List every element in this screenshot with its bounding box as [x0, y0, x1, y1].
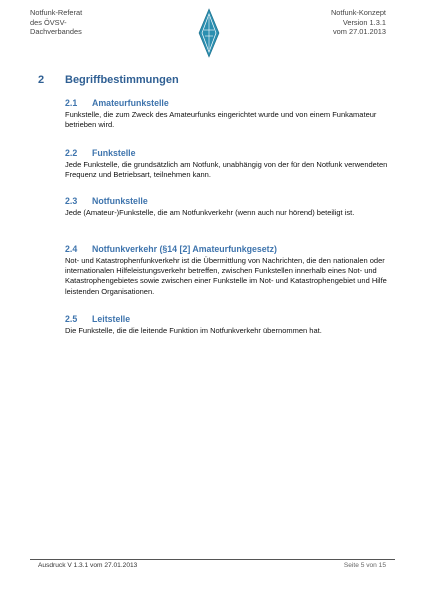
header-right-line: Notfunk-Konzept: [330, 8, 386, 17]
header-right-line: vom 27.01.2013: [332, 27, 386, 37]
header-left-line: des ÖVSV-: [30, 17, 67, 27]
header-right: [331, 8, 386, 37]
section-title: Amateurfunkstelle: [92, 98, 169, 108]
chapter-title: Begriffbestimmungen: [65, 74, 179, 86]
footer-divider: [30, 559, 395, 560]
section-text: Die Funkstelle, die die leitende Funktion im Notfunkverkehr übernommen hat.: [65, 326, 322, 335]
section-number: 2.2: [65, 148, 78, 158]
section-heading: [65, 148, 395, 159]
header-right-line: Version 1.3.1: [342, 17, 386, 27]
section-title: Notfunkstelle: [92, 196, 148, 206]
section-text: Jede (Amateur-)Funkstelle, die am Notfunkverkehr (wenn auch nur hörend) beteiligt ist.: [65, 208, 355, 217]
footer-print-info: Ausdruck V 1.3.1 vom 27.01.2013: [38, 562, 138, 569]
section-text: Jede Funkstelle, die grundsätzlich am Notfunk, unabhängig von der für den Notfunk verwendeten Frequenz und Betriebsart, teilnehmen kann.: [65, 160, 388, 180]
header-left-line: Notfunk-Referat: [30, 8, 83, 17]
chapter-heading: [38, 74, 179, 86]
section-amateurfunkstelle: [65, 98, 395, 130]
section-heading: [65, 196, 395, 207]
section-heading: [65, 314, 395, 325]
section-notfunkverkehr: [65, 244, 395, 297]
section-number: 2.5: [65, 314, 78, 324]
section-number: 2.4: [65, 244, 78, 254]
section-leitstelle: [65, 314, 395, 336]
chapter-number: 2: [38, 74, 45, 86]
section-funkstelle: [65, 148, 395, 180]
section-notfunkstelle: [65, 196, 395, 218]
footer-page-number: Seite 5 von 15: [343, 562, 386, 569]
section-text: Funkstelle, die zum Zweck des Amateurfunks eingerichtet wurde und von einem Funkamateur betrieben wird.: [65, 110, 377, 130]
header-left: [30, 8, 82, 37]
section-title: Notfunkverkehr (§14 [2] Amateurfunkgesetz): [92, 244, 277, 254]
section-title: Funkstelle: [92, 148, 136, 158]
oevsv-logo: [198, 8, 220, 58]
section-number: 2.1: [65, 98, 78, 108]
section-heading: [65, 244, 395, 255]
header-left-line: Dachverbandes: [30, 27, 82, 37]
section-title: Leitstelle: [92, 314, 131, 324]
section-text: Not- und Katastrophenfunkverkehr ist die Übermittlung von Nachrichten, die den nationalen oder internationalen Hilfeleistungsverkehr betreffen, zwischen Funkstellen innerhalb eines Not- und Katastrophengebietes sowie zwischen einer Funkstelle im Not- und Katastrophengebiet und Hilfe leistenden Organisationen.: [65, 256, 387, 296]
section-heading: [65, 98, 395, 109]
section-number: 2.3: [65, 196, 78, 206]
